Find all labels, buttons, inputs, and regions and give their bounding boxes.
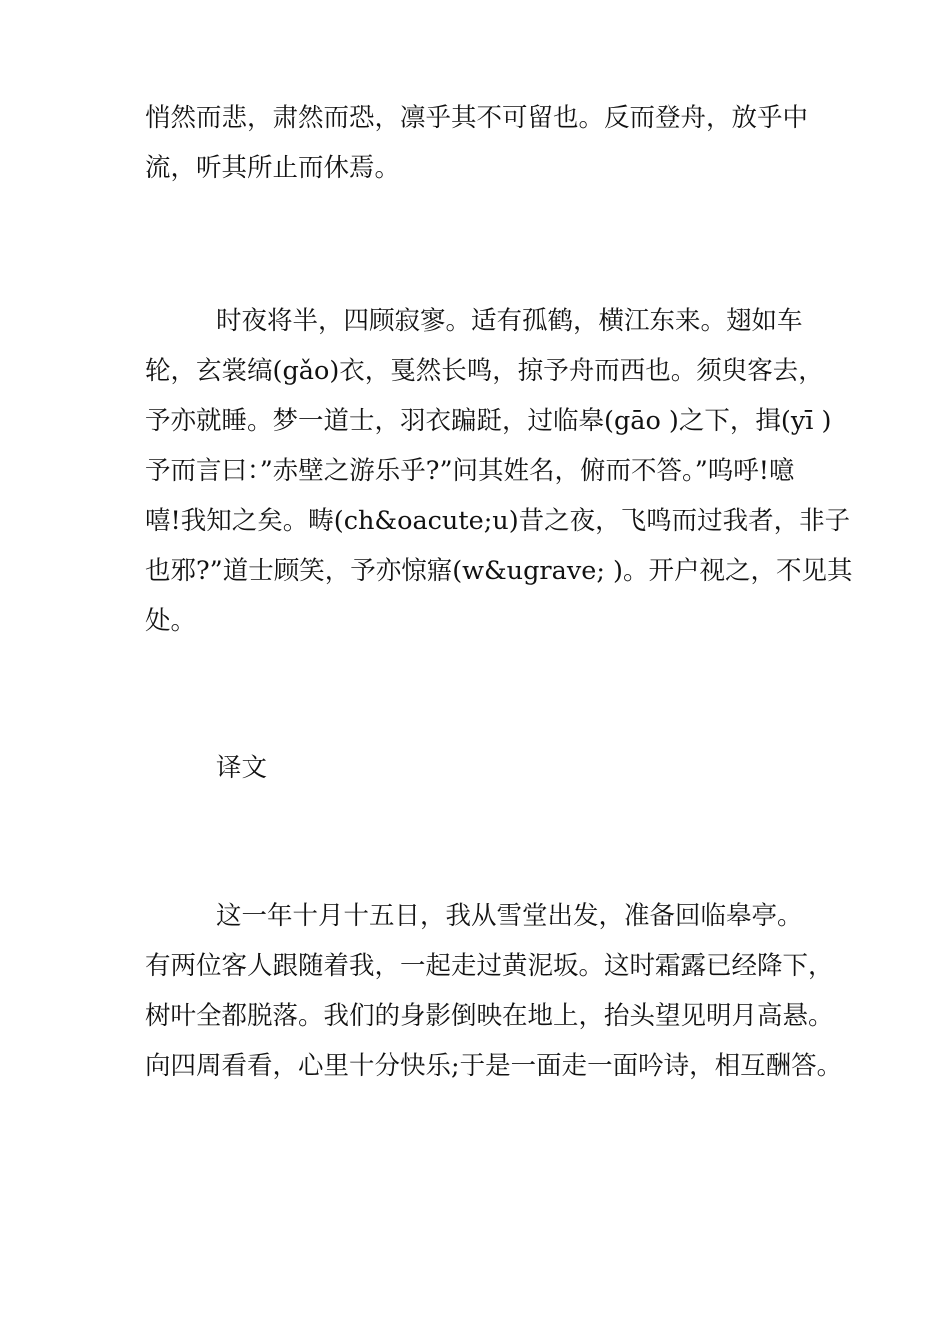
paragraph-original-ending [145,93,825,193]
text-line: 悄然而悲，肃然而恐，凛乎其不可留也。反而登舟，放乎中 [145,103,809,133]
text-line: 向四周看看，心里十分快乐;于是一面走一面吟诗，相互酬答。 [145,1051,843,1081]
text-line: 流，听其所止而休焉。 [145,153,401,183]
text-line: 也邪?”道士顾笑，予亦惊寤(w&ugrave; )。开户视之，不见其 [145,556,853,586]
text-line: 时夜将半，四顾寂寥。适有孤鹤，横江东来。翅如车 [216,306,803,336]
section-heading-translation [145,743,825,793]
text-line: 轮，玄裳缟(gǎo)衣，戛然长鸣，掠予舟而西也。须臾客去， [145,356,824,386]
paragraph-translation [145,891,843,1091]
text-line: 嘻!我知之矣。畴(ch&oacute;u)昔之夜，飞鸣而过我者，非子 [145,506,851,536]
text-line: 处。 [145,606,197,636]
text-line: 这一年十月十五日，我从雪堂出发，准备回临皋亭。 [216,901,803,931]
text-line: 予亦就睡。梦一道士，羽衣蹁跹，过临皋(gāo )之下，揖(yī ) [145,406,832,436]
paragraph-crane-dream [145,296,853,646]
text-line: 有两位客人跟随着我，一起走过黄泥坂。这时霜露已经降下， [145,951,834,981]
text-line: 予而言曰：”赤壁之游乐乎?”问其姓名，俯而不答。”呜呼!噫 [145,456,795,486]
heading-text: 译文 [216,753,268,783]
text-line: 树叶全都脱落。我们的身影倒映在地上，抬头望见明月高悬。 [145,1001,834,1031]
